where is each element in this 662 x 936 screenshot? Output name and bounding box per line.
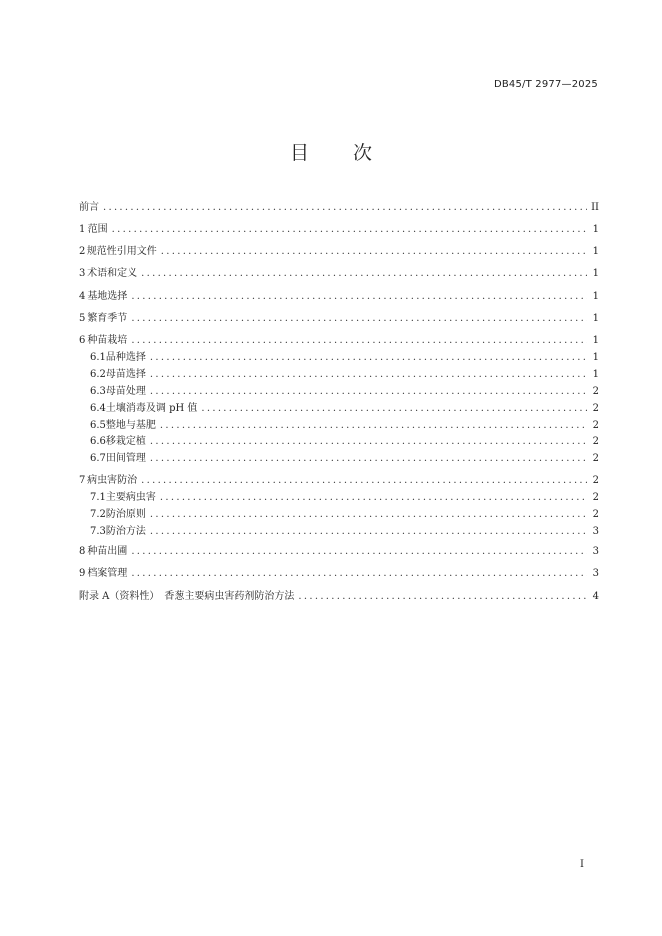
toc-leader (141, 266, 587, 282)
toc-subentry[interactable] (90, 451, 599, 467)
toc-label: 病虫害防治 (87, 475, 138, 486)
toc-entry[interactable] (79, 473, 599, 489)
toc-page: 2 (592, 403, 599, 414)
toc-entry[interactable] (79, 566, 599, 582)
toc-entry[interactable] (79, 333, 599, 349)
toc-label: 种苗出圃 (87, 546, 128, 557)
toc-leader (131, 544, 587, 560)
toc-leader (298, 589, 587, 605)
toc-page: II (591, 202, 599, 213)
toc-leader (160, 490, 587, 506)
toc-leader (103, 200, 587, 216)
toc-label: 术语和定义 (87, 268, 138, 279)
toc-leader (150, 507, 587, 523)
toc-number: 3 (79, 268, 86, 279)
toc-leader (150, 384, 587, 400)
toc-number: 6 (79, 335, 86, 346)
toc-page: 1 (592, 335, 599, 346)
toc-number: 6.5 (90, 420, 106, 431)
toc-entry[interactable] (79, 289, 599, 305)
toc-label: 主要病虫害 (105, 492, 156, 503)
toc-leader (131, 566, 587, 582)
toc-number: 7 (79, 475, 86, 486)
toc-page: 1 (592, 369, 599, 380)
toc-label: 田间管理 (105, 453, 146, 464)
toc-entry[interactable] (79, 266, 599, 282)
toc-page: 1 (592, 268, 599, 279)
toc-label: 土壤消毒及调 pH 值 (105, 403, 198, 414)
toc-label: 范围 (87, 224, 108, 235)
toc-page: 3 (592, 526, 599, 537)
toc-label: 品种选择 (105, 352, 146, 363)
toc-entry[interactable] (79, 222, 599, 238)
toc-number: 5 (79, 313, 86, 324)
toc-label: 档案管理 (87, 568, 128, 579)
toc-label: 防治原则 (105, 509, 146, 520)
toc-subentry[interactable] (90, 434, 599, 450)
page-title (0, 138, 662, 165)
toc-label: 前言 (79, 202, 99, 213)
toc-leader (150, 434, 587, 450)
toc-page: 2 (592, 475, 599, 486)
toc-subentry[interactable] (90, 490, 599, 506)
toc-subentry[interactable] (90, 367, 599, 383)
toc-label: 繁育季节 (87, 313, 128, 324)
toc-page: 1 (592, 352, 599, 363)
toc-label: 母苗选择 (105, 369, 146, 380)
toc-page: 2 (592, 420, 599, 431)
title-char-left: 目 (289, 142, 309, 164)
toc-subentry[interactable] (90, 350, 599, 366)
toc-leader (160, 418, 587, 434)
toc-subentry[interactable] (90, 401, 599, 417)
toc-number: 7.2 (90, 509, 106, 520)
toc-leader (150, 524, 587, 540)
toc-number: 1 (79, 224, 86, 235)
title-char-right: 次 (353, 142, 373, 164)
toc-page: 2 (592, 492, 599, 503)
page-number: I (580, 859, 584, 870)
toc-number: 6.3 (90, 386, 106, 397)
toc-label: 种苗栽培 (87, 335, 128, 346)
toc-subentry[interactable] (90, 507, 599, 523)
toc-page: 1 (592, 313, 599, 324)
toc-page: 2 (592, 453, 599, 464)
toc-entry-appendix-a[interactable] (79, 589, 599, 605)
toc-page: 1 (592, 224, 599, 235)
toc-leader (150, 350, 587, 366)
toc-page: 4 (592, 591, 599, 602)
toc-label: 移栽定植 (105, 436, 146, 447)
toc-number: 7.3 (90, 526, 106, 537)
toc-leader (112, 222, 587, 238)
toc-number: 9 (79, 568, 86, 579)
toc-number: 6.4 (90, 403, 106, 414)
toc-page: 1 (592, 246, 599, 257)
toc-number: 6.1 (90, 352, 106, 363)
toc-subentry[interactable] (90, 418, 599, 434)
toc-label: 附录 A（资料性） 香葱主要病虫害药剂防治方法 (79, 591, 295, 602)
toc-number: 6.7 (90, 453, 106, 464)
toc-page: 1 (592, 291, 599, 302)
toc-number: 7.1 (90, 492, 106, 503)
toc-number: 2 (79, 246, 86, 257)
toc-page: 2 (592, 436, 599, 447)
toc-number: 6.6 (90, 436, 106, 447)
toc-page: 2 (592, 386, 599, 397)
toc-label: 整地与基肥 (105, 420, 156, 431)
document-code: DB45/T 2977—2025 (493, 79, 598, 90)
toc-label: 基地选择 (87, 291, 128, 302)
toc-subentry[interactable] (90, 384, 599, 400)
toc-page: 3 (592, 568, 599, 579)
toc-label: 规范性引用文件 (86, 246, 157, 257)
toc-label: 母苗处理 (105, 386, 146, 397)
toc-entry-foreword[interactable] (79, 200, 599, 216)
toc-number: 4 (79, 291, 86, 302)
toc-leader (131, 311, 587, 327)
toc-number: 6.2 (90, 369, 106, 380)
toc-leader (150, 451, 587, 467)
toc-leader (141, 473, 587, 489)
toc-leader (131, 289, 587, 305)
toc-subentry[interactable] (90, 524, 599, 540)
toc-entry[interactable] (79, 544, 599, 560)
toc-leader (150, 367, 587, 383)
toc-leader (161, 244, 587, 260)
toc-leader (131, 333, 587, 349)
toc-page: 3 (592, 546, 599, 557)
toc-label: 防治方法 (105, 526, 146, 537)
toc-leader (201, 401, 587, 417)
toc-number: 8 (79, 546, 86, 557)
toc-entry[interactable] (79, 244, 599, 260)
toc-entry[interactable] (79, 311, 599, 327)
toc-page: 2 (592, 509, 599, 520)
